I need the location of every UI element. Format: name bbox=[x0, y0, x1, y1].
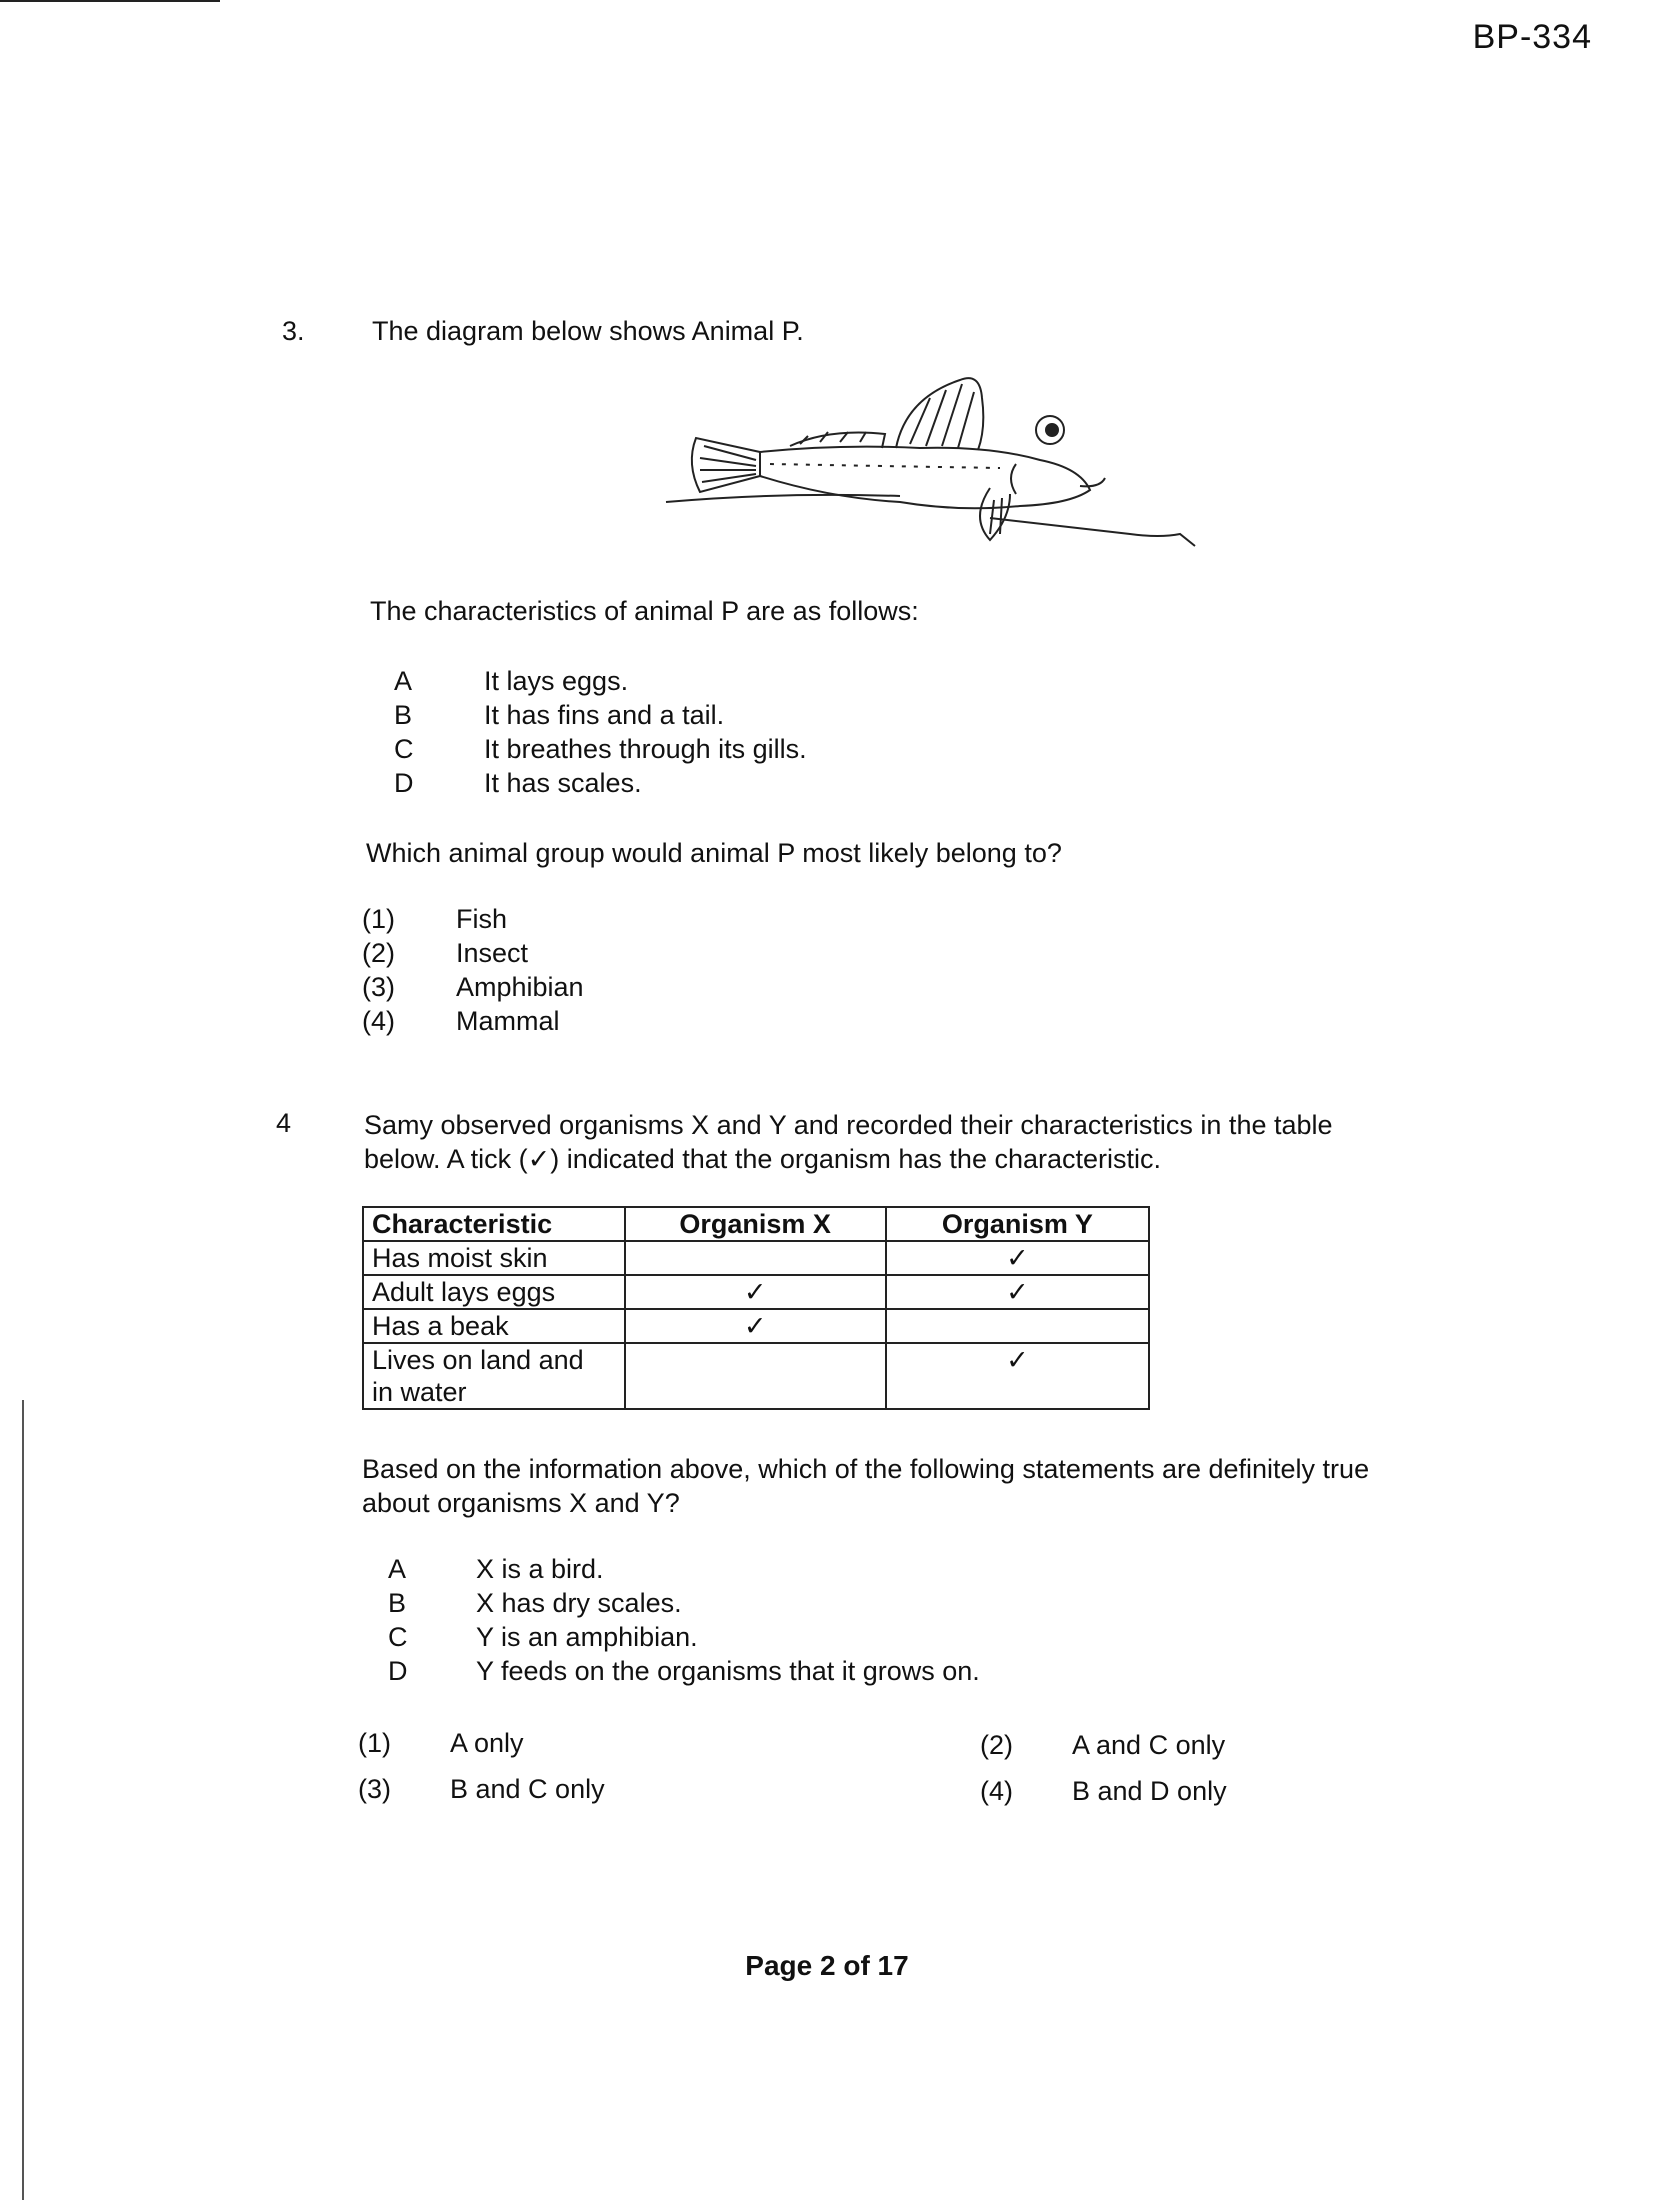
header-organism-y: Organism Y bbox=[886, 1207, 1149, 1241]
characteristics-table bbox=[362, 1206, 1150, 1410]
row-y-tick bbox=[886, 1309, 1149, 1343]
rear-dorsal-rays bbox=[910, 384, 974, 448]
top-rule bbox=[0, 0, 220, 2]
q3-option-num-2[interactable]: (2) bbox=[362, 938, 395, 968]
pectoral-fin bbox=[980, 488, 1010, 540]
q4-statement-letter-c: C bbox=[388, 1622, 408, 1652]
q4-intro-line-1: Samy observed organisms X and Y and recorded their characteristics in the table bbox=[364, 1110, 1333, 1140]
q4-option-num-4[interactable]: (4) bbox=[980, 1776, 1013, 1806]
page-number: Page 2 of 17 bbox=[745, 1950, 909, 1981]
pectoral-rays bbox=[990, 498, 1002, 534]
header-organism-x: Organism X bbox=[625, 1207, 886, 1241]
q4-statement-letter-d: D bbox=[388, 1656, 408, 1686]
q4-statement-text-c: Y is an amphibian. bbox=[476, 1622, 698, 1652]
lateral-line bbox=[770, 464, 1000, 468]
q3-number: 3. bbox=[282, 316, 305, 346]
row-y-tick: ✓ bbox=[886, 1241, 1149, 1275]
q4-statement-text-a: X is a bird. bbox=[476, 1554, 604, 1584]
q3-statement-text-c: It breathes through its gills. bbox=[484, 734, 807, 764]
table-row bbox=[363, 1241, 1149, 1275]
q3-statement-text-a: It lays eggs. bbox=[484, 666, 629, 696]
row-characteristic-line-1: Lives on land and bbox=[372, 1345, 584, 1375]
table-row bbox=[363, 1343, 1149, 1409]
q4-statement-text-d: Y feeds on the organisms that it grows on. bbox=[476, 1656, 980, 1686]
q4-statement-letter-a: A bbox=[388, 1554, 407, 1584]
row-x-tick: ✓ bbox=[625, 1275, 886, 1309]
row-characteristic: Has moist skin bbox=[363, 1241, 625, 1275]
row-y-tick: ✓ bbox=[886, 1275, 1149, 1309]
row-x-tick bbox=[625, 1241, 886, 1275]
q3-statement-text-b: It has fins and a tail. bbox=[484, 700, 725, 730]
tail-rays bbox=[700, 446, 756, 482]
row-characteristic bbox=[363, 1343, 625, 1409]
table-row bbox=[363, 1309, 1149, 1343]
q3-characteristics-intro: The characteristics of animal P are as follows: bbox=[370, 596, 919, 626]
row-characteristic-line-2: in water bbox=[372, 1377, 467, 1407]
gill-line bbox=[1011, 464, 1016, 494]
q3-option-text-4[interactable]: Mammal bbox=[456, 1006, 560, 1036]
q4-option-num-3[interactable]: (3) bbox=[358, 1774, 391, 1804]
q3-option-num-4[interactable]: (4) bbox=[362, 1006, 395, 1036]
paper-code: BP-334 bbox=[1472, 18, 1592, 56]
q4-option-text-1[interactable]: A only bbox=[450, 1728, 524, 1758]
animal-p-diagram bbox=[660, 368, 1200, 553]
table-row bbox=[363, 1275, 1149, 1309]
q4-option-text-4[interactable]: B and D only bbox=[1072, 1776, 1227, 1806]
eye-pupil bbox=[1046, 424, 1058, 436]
q3-option-text-2[interactable]: Insect bbox=[456, 938, 529, 968]
q4-number: 4 bbox=[276, 1108, 292, 1138]
q3-statement-letter-d: D bbox=[394, 768, 414, 798]
q3-option-num-3[interactable]: (3) bbox=[362, 972, 395, 1002]
q3-question: Which animal group would animal P most likely belong to? bbox=[366, 838, 1062, 868]
q4-intro-line-2: below. A tick (✓) indicated that the organism has the characteristic. bbox=[364, 1144, 1162, 1174]
row-characteristic: Has a beak bbox=[363, 1309, 625, 1343]
q3-statement-text-d: It has scales. bbox=[484, 768, 642, 798]
q3-statement-letter-a: A bbox=[394, 666, 413, 696]
q4-option-num-2[interactable]: (2) bbox=[980, 1730, 1013, 1760]
row-x-tick: ✓ bbox=[625, 1309, 886, 1343]
q4-question-line-1: Based on the information above, which of the following statements are definitely true bbox=[362, 1454, 1370, 1484]
q4-option-text-2[interactable]: A and C only bbox=[1072, 1730, 1226, 1760]
q3-option-num-1[interactable]: (1) bbox=[362, 904, 395, 934]
q4-statement-text-b: X has dry scales. bbox=[476, 1588, 682, 1618]
row-y-tick: ✓ bbox=[886, 1343, 1149, 1409]
q3-statement-letter-c: C bbox=[394, 734, 414, 764]
q3-option-text-3[interactable]: Amphibian bbox=[456, 972, 584, 1002]
fish-body bbox=[760, 447, 1090, 509]
row-x-tick bbox=[625, 1343, 886, 1409]
q4-statement-letter-b: B bbox=[388, 1588, 407, 1618]
q3-intro: The diagram below shows Animal P. bbox=[372, 316, 804, 346]
q4-question-line-2: about organisms X and Y? bbox=[362, 1488, 680, 1518]
table-header-row bbox=[363, 1207, 1149, 1241]
scan-edge-line bbox=[22, 1400, 24, 2200]
q4-option-text-3[interactable]: B and C only bbox=[450, 1774, 605, 1804]
q3-statement-letter-b: B bbox=[394, 700, 413, 730]
ground-line-right bbox=[990, 518, 1195, 546]
q3-option-text-1[interactable]: Fish bbox=[456, 904, 508, 934]
row-characteristic: Adult lays eggs bbox=[363, 1275, 625, 1309]
header-characteristic: Characteristic bbox=[363, 1207, 625, 1241]
q4-option-num-1[interactable]: (1) bbox=[358, 1728, 391, 1758]
rear-dorsal-fin bbox=[896, 378, 983, 450]
